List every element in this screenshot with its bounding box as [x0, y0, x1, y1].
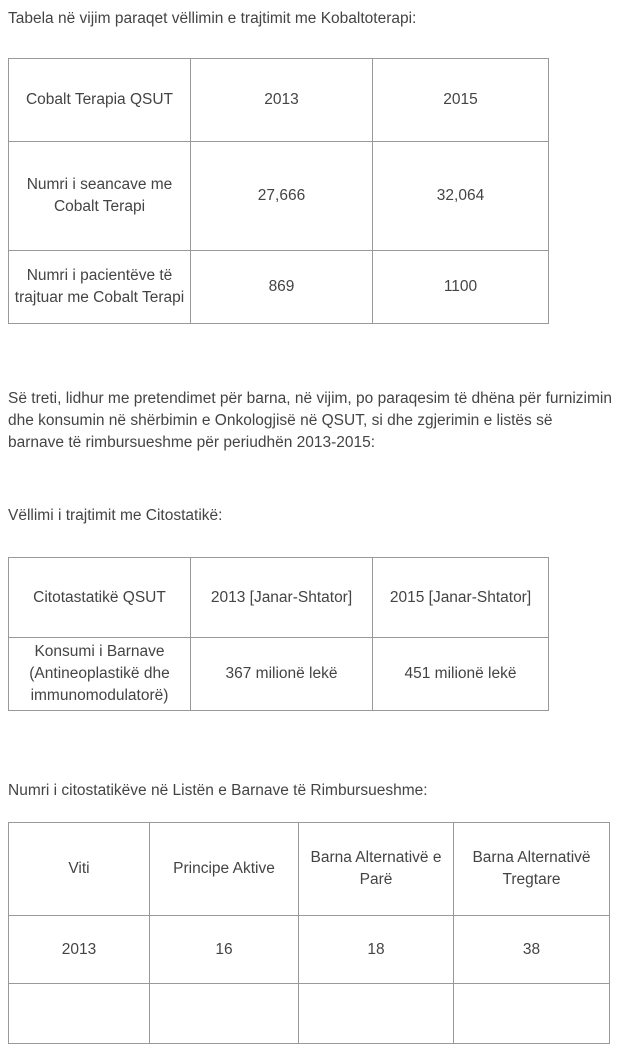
table-cell [454, 984, 610, 1044]
table-cell: 2013 [9, 916, 150, 984]
row-label: Numri i pacientëve të trajtuar me Cobalt Terapi [9, 251, 191, 324]
intro-cobalt: Tabela në vijim paraqet vëllimin e trajtimit me Kobaltoterapi: [8, 10, 417, 27]
table-cell [150, 984, 299, 1044]
row-label: Konsumi i Barnave (Antineoplastikë dhe immunomodulatorë) [9, 638, 191, 711]
table-row [9, 916, 610, 984]
table-row [9, 142, 549, 251]
table-header-row [9, 823, 610, 916]
reimbursable-table [8, 822, 610, 1044]
table-cell: 451 milionë lekë [373, 638, 549, 711]
table-cell: 16 [150, 916, 299, 984]
table-header-row [9, 558, 549, 638]
table-cell: 1100 [373, 251, 549, 324]
table-cell: 38 [454, 916, 610, 984]
header-cell: Viti [9, 823, 150, 916]
header-cell: Principe Aktive [150, 823, 299, 916]
table-row-cutoff [9, 984, 610, 1044]
table-cell: 27,666 [191, 142, 373, 251]
header-cell: Barna Alternativë e Parë [299, 823, 454, 916]
table-cell: 869 [191, 251, 373, 324]
intro-citostatike: Vëllimi i trajtimit me Citostatikë: [8, 507, 223, 524]
header-cell: 2015 [Janar-Shtator] [373, 558, 549, 638]
paragraph-drugs: Së treti, lidhur me pretendimet për barna, në vijim, po paraqesim të dhëna për furnizimin dhe konsumin në shërbimin e Onkologjisë në QSUT, si dhe zgjerimin e listës së barnave të rimbursueshme për periudhën 2013-2015: [8, 390, 612, 451]
table-header-row [9, 59, 549, 142]
citostatike-table [8, 557, 549, 711]
header-cell: Barna Alternativë Tregtare [454, 823, 610, 916]
header-cell: 2013 [191, 59, 373, 142]
table-cell: 367 milionë lekë [191, 638, 373, 711]
cobalt-table [8, 58, 549, 324]
table-cell: 32,064 [373, 142, 549, 251]
table-cell: 18 [299, 916, 454, 984]
intro-reimbursable: Numri i citostatikëve në Listën e Barnave të Rimbursueshme: [8, 782, 428, 799]
header-cell: Cobalt Terapia QSUT [9, 59, 191, 142]
table-row [9, 251, 549, 324]
row-label: Numri i seancave me Cobalt Terapi [9, 142, 191, 251]
header-cell: Citotastatikë QSUT [9, 558, 191, 638]
table-cell [9, 984, 150, 1044]
header-cell: 2013 [Janar-Shtator] [191, 558, 373, 638]
table-row [9, 638, 549, 711]
header-cell: 2015 [373, 59, 549, 142]
table-cell [299, 984, 454, 1044]
